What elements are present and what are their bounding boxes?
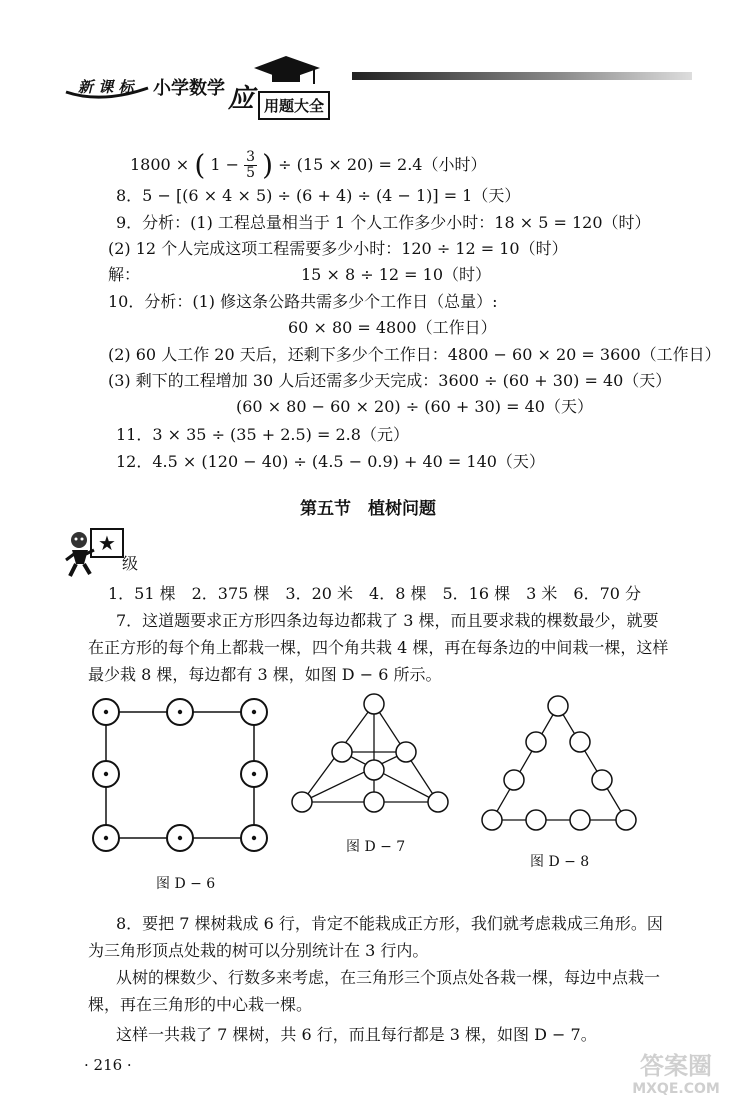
answer-line-12: 12．4.5 × (120 − 40) ÷ (4.5 − 0.9) + 40 = 140（天） [116, 452, 545, 471]
header-big-char: 应 [228, 84, 255, 114]
tree-node [592, 770, 612, 790]
answer-7-line-1: 7．这道题要求正方形四条边每边都栽了 3 棵，而且要求栽的棵数最少，就要 [116, 611, 659, 630]
tree-node [93, 699, 119, 725]
answer-line-9c-label: 解： [108, 265, 141, 284]
figure-d8-caption: 图 D − 8 [530, 854, 590, 870]
answer-8-line-5: 这样一共栽了 7 棵树，共 6 行，而且每行都是 3 棵，如图 D − 7。 [116, 1025, 597, 1044]
tree-node [364, 694, 384, 714]
answer-line-9b: (2) 12 个人完成这项工程需要多少小时：120 ÷ 12 = 10（时） [108, 239, 568, 258]
tree-node [428, 792, 448, 812]
tree-node [93, 761, 119, 787]
star-box: ★ [90, 528, 124, 558]
header-rule [352, 72, 692, 80]
answer-8-line-2: 为三角形顶点处栽的树可以分别统计在 3 行内。 [88, 941, 429, 960]
answer-line-9: 9．分析：(1) 工程总量相当于 1 个人工作多少小时：18 × 5 = 120（时） [116, 213, 651, 232]
tree-node [167, 825, 193, 851]
figure-d7-caption: 图 D − 7 [346, 839, 406, 855]
answer-line-1-6: 1．51 棵 2．375 棵 3．20 米 4．8 棵 5．16 棵 3 米 6．70 分 [108, 584, 642, 603]
fraction: $\frac{3}{5}$ [246, 149, 256, 181]
level-label: 级 [122, 554, 139, 573]
header-title-box: 用题大全 [258, 91, 330, 120]
answer-7-line-3: 最少栽 8 棵，每边都有 3 棵，如图 D − 6 所示。 [88, 665, 442, 684]
tree-node [616, 810, 636, 830]
answer-8-line-1: 8．要把 7 棵树栽成 6 行，肯定不能栽成正方形，我们就考虑栽成三角形。因 [116, 914, 663, 933]
tree-node [482, 810, 502, 830]
answer-line-10c: (3) 剩下的工程增加 30 人后还需多少天完成：3600 ÷ (60 + 30) = 40（天） [108, 371, 672, 390]
section-title: 第五节 植树问题 [300, 499, 436, 519]
tree-node [241, 825, 267, 851]
figure-d6-square [86, 696, 276, 856]
answer-line-10: 10．分析：(1) 修这条公路共需多少个工作日（总量）: [108, 292, 498, 311]
answer-8-line-3: 从树的棵数少、行数多来考虑，在三角形三个顶点处各栽一棵，每边中点栽一 [116, 968, 661, 987]
header-subject: 小学数学 [153, 78, 225, 99]
watermark: 答案圈 MXQE.COM [632, 1052, 720, 1097]
answer-line-10a: 60 × 80 = 4800（工作日） [288, 318, 497, 337]
header-series: 新 课 标 [78, 78, 134, 96]
answer-line-9c-expr: 15 × 8 ÷ 12 = 10（时） [301, 265, 491, 284]
tree-node [364, 792, 384, 812]
tree-node [396, 742, 416, 762]
figure-d7-triangle [290, 690, 460, 820]
formula-line-7: 1800 × ( 1 − $\frac{3}{5}$ ) ÷ (15 × 20) = 2.4（小时） [130, 148, 487, 182]
tree-node [548, 696, 568, 716]
tree-node [332, 742, 352, 762]
tree-node [292, 792, 312, 812]
answer-7-line-2: 在正方形的每个角上都栽一棵，四个角共栽 4 棵，再在每条边的中间栽一棵，这样 [88, 638, 669, 657]
tree-node [167, 699, 193, 725]
formula-line-8: 8．5 − [(6 × 4 × 5) ÷ (6 + 4) ÷ (4 − 1)] = 1（天） [116, 186, 521, 205]
tree-node [93, 825, 119, 851]
tree-node [526, 810, 546, 830]
tree-node [526, 732, 546, 752]
answer-line-10d: (60 × 80 − 60 × 20) ÷ (60 + 30) = 40（天） [236, 397, 593, 416]
tree-node [241, 761, 267, 787]
page-number: · 216 · [84, 1056, 132, 1074]
tree-node [570, 732, 590, 752]
tree-node [570, 810, 590, 830]
tree-node [504, 770, 524, 790]
answer-line-10b: (2) 60 人工作 20 天后，还剩下多少个工作日：4800 − 60 × 20 = 3600（工作日） [108, 345, 721, 364]
tree-node [364, 760, 384, 780]
tree-node [241, 699, 267, 725]
figure-d8-triangle [478, 692, 648, 832]
figure-d6-caption: 图 D − 6 [156, 876, 216, 892]
graduation-cap-icon [250, 54, 322, 88]
answer-line-11: 11．3 × 35 ÷ (35 + 2.5) = 2.8（元） [116, 425, 409, 444]
answer-8-line-4: 棵，再在三角形的中心栽一棵。 [88, 995, 313, 1014]
